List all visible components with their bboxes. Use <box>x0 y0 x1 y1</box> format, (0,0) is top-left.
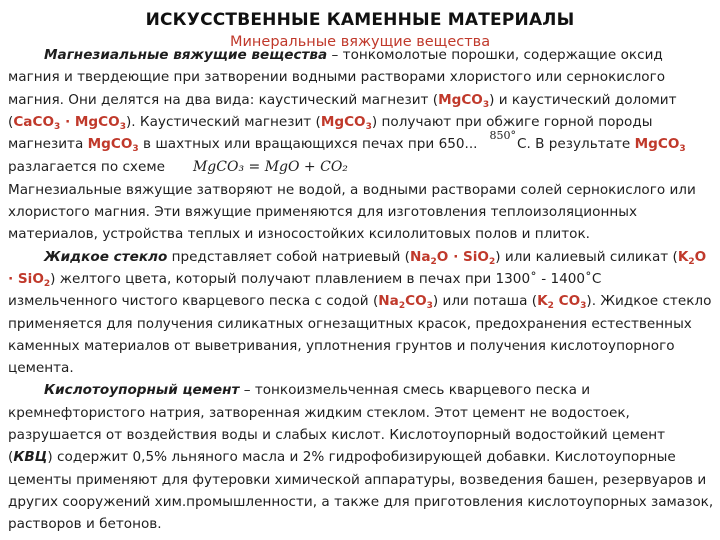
term-acid-cement: Кислотоупорный цемент <box>44 382 240 399</box>
temperature-850: 850° <box>489 129 517 143</box>
text-segment: ) желтого цвета, который получают плавлением в печах при 1300˚ - 1400˚C измельченного чистого кварцевого песка с содой ( <box>8 270 602 310</box>
text-segment: – тонкоизмельченная смесь кварцевого песка и кремнефтористого натрия, затворенная жидким стеклом. Этот цемент не водостоек, разрушается от воздействия воды и слабых кислот. Кислотоупорный водостойкий цемент ( <box>8 382 666 466</box>
formula-dolomite: CaCO$_3$ ∙ MgCO$_3$ <box>13 113 126 132</box>
text-segment: – тонкомолотые порошки, содержащие оксид магния и твердеющие при затворении водными растворами хлористого или сернокислого магния. Они делятся на два вида: каустический магнезит ( <box>8 47 666 108</box>
text-segment: ). Жидкое стекло применяется для получения силикатных огнезащитных красок, предохранения естественных каменных материалов от выветривания, уплотнения грунтов и получения кислотоупорного цемента. <box>8 293 712 377</box>
text-segment: Магнезиальные вяжущие затворяют не водой, а водными растворами солей сернокислого или хлористого магния. Эти вяжущие применяются для изготовления теплоизоляционных материалов, устройства теплых и износостойких ксилолитовых полов и плиток. <box>8 181 696 243</box>
slide-subtitle: Минеральные вяжущие вещества <box>230 34 491 50</box>
text-segment: C. В результате <box>517 136 635 153</box>
formula-mgco3: MgCO$_3$ <box>320 113 372 132</box>
reaction-formula: MgCO₃ = MgO + CO₂ <box>192 159 348 176</box>
formula-mgco3: MgCO$_3$ <box>438 91 490 110</box>
formula-sodium-silicate: $Na_2O \cdot SiO_2$ <box>409 248 496 267</box>
paragraph-magnesia <box>8 44 714 246</box>
term-liquid-glass: Жидкое стекло <box>44 248 168 265</box>
text-segment: в шахтных или вращающихся печах при 650... <box>138 136 478 153</box>
text-segment: ) получают при обжиге горной породы магнезита <box>8 113 653 153</box>
text-segment: ). Каустический магнезит ( <box>125 113 321 130</box>
formula-mgco3: MgCO$_3$ <box>87 136 139 155</box>
abbr-kvc: КВЦ <box>13 449 48 466</box>
formula-potash: $K_2$ $CO_3$ <box>537 293 587 312</box>
text-segment: ) и каустический доломит ( <box>8 91 677 130</box>
text-segment: разлагается по схеме <box>8 159 165 176</box>
text-segment: ) или поташа ( <box>432 293 538 310</box>
formula-potassium-silicate: $K_2O \cdot SiO_2$ <box>8 248 707 289</box>
body-text <box>8 44 714 536</box>
text-segment: ) содержит 0,5% льняного масла и 2% гидрофобизирующей добавки. Кислотоупорные цементы применяют для футеровки химической аппаратуры, возведения башен, резервуаров и других сооружений хим.промышленности, а также для приготовления кислотоупорных замазок, растворов и бетонов. <box>8 449 714 533</box>
paragraph-acid-cement <box>8 379 714 535</box>
paragraph-liquid-glass <box>8 246 714 380</box>
slide-title: ИСКУССТВЕННЫЕ КАМЕННЫЕ МАТЕРИАЛЫ <box>145 10 575 30</box>
formula-mgco3: MgCO$_3$ <box>634 136 686 155</box>
text-segment: представляет собой натриевый ( <box>167 248 410 265</box>
term-magnesia: Магнезиальные вяжущие вещества <box>44 47 328 63</box>
text-segment: ) или калиевый силикат ( <box>495 248 678 265</box>
formula-soda: $Na_2CO_3$ <box>378 293 433 312</box>
